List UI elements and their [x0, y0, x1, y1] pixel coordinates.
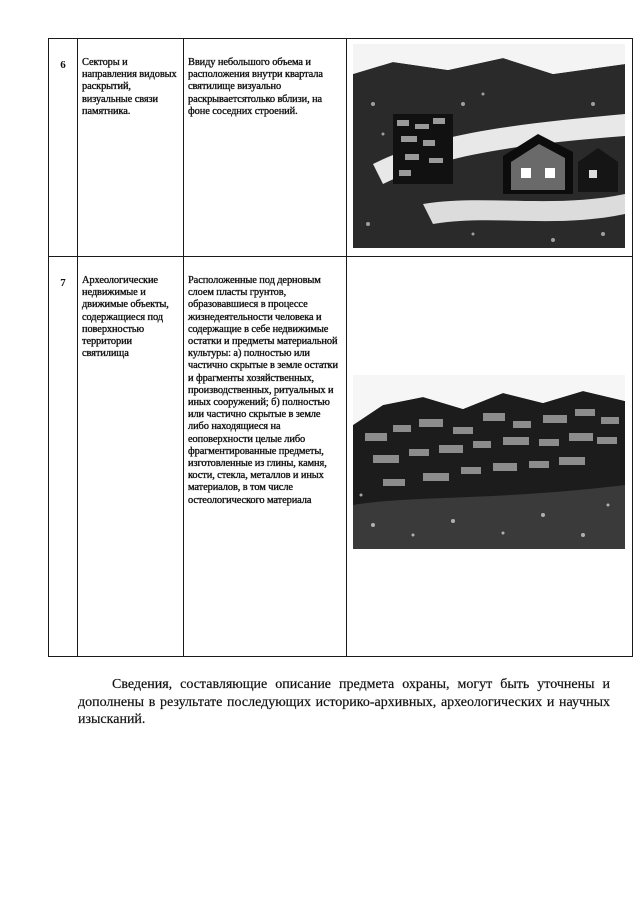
- photo-cell: [347, 39, 633, 257]
- row-number-cell: [49, 39, 78, 257]
- photo-cell: [347, 257, 633, 657]
- object-name-cell: [78, 39, 184, 257]
- row-number: 7: [60, 277, 66, 289]
- table-row: [49, 39, 633, 257]
- row-number-cell: [49, 257, 78, 657]
- object-name: Археологические недвижимые и движимые объекты, содержащиеся под поверхностью территории святилища: [82, 275, 169, 360]
- object-name: Секторы и направления видовых раскрытий, визуальные связи памятника.: [82, 57, 177, 117]
- object-name-cell: [78, 257, 184, 657]
- object-description: Ввиду небольшого объема и расположения внутри квартала святилище визуально раскрываетсятолько вблизи, на фоне соседних строений.: [188, 57, 323, 117]
- photo-village-slope: [353, 44, 625, 248]
- object-description: Расположенные под дерновым слоем пласты грунтов, образовавшиеся в процессе жизнедеятельности человека и содержащие в себе недвижимые остатки и предметы материальной культуры: а) полностью или частично скрытые в земле остатки и фрагменты хозяйственных, производственных, ритуальных и иных сооружений; б) полностью или частично скрытые в земле либо находящиеся на еоповерхности целые либо фрагментированные предметы, изготовленные из глины, камня, кости, стекла, металлов и иных материалов, в том числе остеологического материала: [188, 275, 338, 506]
- row-number: 6: [60, 59, 66, 71]
- description-cell: [184, 39, 347, 257]
- protection-subject-table: [48, 38, 633, 657]
- photo-stone-ruins: [353, 375, 625, 549]
- table-row: [49, 257, 633, 657]
- description-cell: [184, 257, 347, 657]
- footer-paragraph: Сведения, составляющие описание предмета охраны, могут быть уточнены и дополнены в результате последующих историко-архивных, археологических и научных изысканий.: [78, 677, 610, 727]
